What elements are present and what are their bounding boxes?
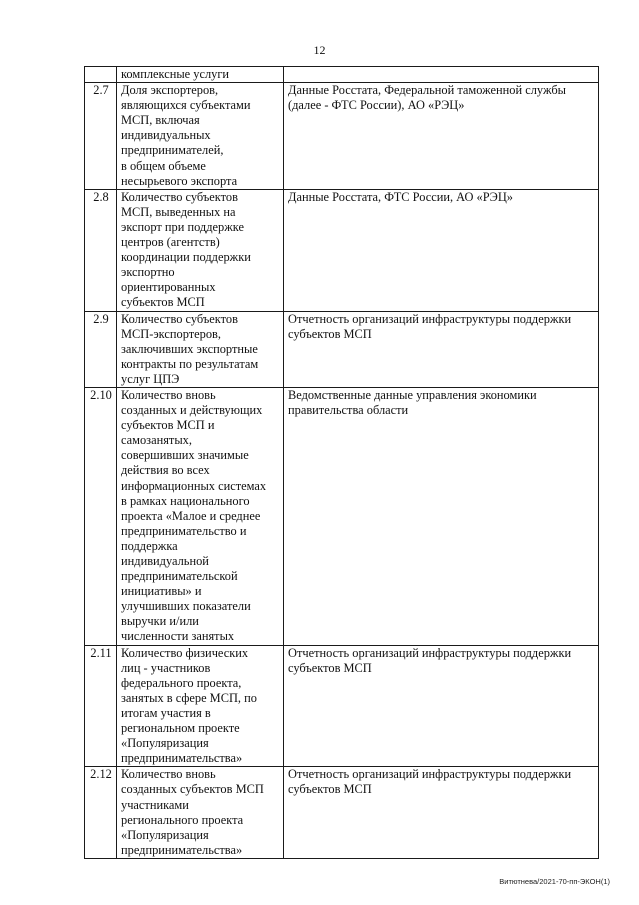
table-body — [85, 67, 599, 859]
indicator-name-line: Количество субъектов — [121, 311, 238, 326]
table-row — [85, 83, 599, 190]
indicator-name-cell — [117, 387, 284, 645]
indicator-name-line: МСП, включая — [121, 113, 200, 128]
indicator-name-line: ориентированных — [121, 280, 216, 295]
indicator-name-line: экспортно — [121, 265, 175, 280]
indicator-name-line: Количество вновь — [121, 387, 216, 402]
indicator-name-line: региональном проекте — [121, 721, 240, 736]
indicator-name-line: предпринимательства» — [121, 751, 243, 766]
indicator-name-line: экспорт при поддержке — [121, 219, 244, 234]
indicator-name-cell — [117, 67, 284, 83]
indicator-name-line: субъектов МСП и — [121, 418, 215, 433]
indicator-name-line: несырьевого экспорта — [121, 173, 238, 188]
indicator-name-line: индивидуальной — [121, 554, 209, 568]
data-source-line — [288, 67, 595, 82]
document-footer-code: Витютнева/2021-70-пп-ЭКОН(1) — [499, 877, 610, 886]
data-source-line: Отчетность организаций инфраструктуры поддержки — [288, 645, 572, 660]
row-number: 2.10 — [85, 387, 117, 645]
indicator-name-cell — [117, 83, 284, 190]
data-source-line: субъектов МСП — [288, 782, 372, 797]
indicator-name-line: инициативы» и — [121, 584, 202, 599]
indicator-name-line: итогам участия в — [121, 705, 211, 720]
data-source-line: субъектов МСП — [288, 660, 372, 675]
table-row — [85, 387, 599, 645]
indicator-name-line: субъектов МСП — [121, 295, 205, 310]
indicator-name-line: предпринимателей, — [121, 143, 224, 158]
indicator-name-line: являющихся субъектами — [121, 98, 251, 113]
indicator-name-line: Доля экспортеров, — [121, 83, 219, 98]
indicator-name-line: предпринимательство и — [121, 523, 247, 538]
table-row — [85, 767, 599, 859]
indicator-name-line: в общем объеме — [121, 158, 206, 173]
indicator-name-line: самозанятых, — [121, 433, 192, 448]
indicator-name-line: созданных и действующих — [121, 403, 263, 418]
indicator-name-line: услуг ЦПЭ — [121, 371, 180, 386]
data-source-line: Ведомственные данные управления экономики — [288, 387, 537, 402]
indicators-table — [84, 66, 599, 859]
page-number: 12 — [313, 43, 326, 57]
indicator-name-line: поддержка — [121, 538, 178, 553]
data-source-line: Отчетность организаций инфраструктуры поддержки — [288, 311, 572, 326]
indicator-name-line: заключивших экспортные — [121, 341, 258, 356]
indicator-name-line: индивидуальных — [121, 128, 211, 143]
row-number — [85, 67, 117, 83]
data-source-line: Данные Росстата, Федеральной таможенной службы — [288, 83, 566, 98]
indicator-name-line: МСП, выведенных на — [121, 204, 236, 219]
indicator-name-line: МСП-экспортеров, — [121, 326, 221, 341]
data-source-cell — [284, 83, 599, 190]
indicator-name-line: занятых в сфере МСП, по — [121, 690, 257, 705]
indicator-name-line: Количество физических — [121, 645, 249, 660]
indicator-name-line: выручки и/или — [121, 614, 199, 629]
row-number: 2.11 — [85, 645, 117, 767]
indicator-name-line: Количество субъектов — [121, 189, 238, 204]
data-source-line: субъектов МСП — [288, 326, 372, 341]
indicator-name-cell — [117, 645, 284, 767]
indicator-name-line: лиц - участников — [121, 660, 211, 675]
indicator-name-cell — [117, 189, 284, 311]
data-source-line: Данные Росстата, ФТС России, АО «РЭЦ» — [288, 189, 513, 204]
indicator-name-line: регионального проекта — [121, 812, 244, 827]
data-source-line: Отчетность организаций инфраструктуры поддержки — [288, 767, 572, 782]
data-source-cell — [284, 67, 599, 83]
indicator-name-line: информационных системах — [121, 478, 267, 493]
indicator-name-line: совершивших значимые — [121, 448, 249, 463]
table-row — [85, 311, 599, 387]
row-number: 2.8 — [85, 189, 117, 311]
table-row — [85, 189, 599, 311]
indicator-name-line: в рамках национального — [121, 493, 250, 508]
indicator-name-cell — [117, 311, 284, 387]
data-source-line: правительства области — [288, 403, 409, 418]
data-source-cell — [284, 645, 599, 767]
row-number: 2.12 — [85, 767, 117, 859]
table-row — [85, 645, 599, 767]
indicator-name-line: контракты по результатам — [121, 356, 259, 371]
indicator-name-line: предпринимательства» — [121, 842, 243, 857]
indicator-name-line: центров (агентств) — [121, 235, 220, 250]
data-source-cell — [284, 767, 599, 859]
row-number: 2.7 — [85, 83, 117, 190]
indicator-name-line: проекта «Малое и среднее — [121, 508, 261, 523]
indicator-name-line: действия во всех — [121, 463, 210, 478]
table-row — [85, 67, 599, 83]
data-source-cell — [284, 189, 599, 311]
indicator-name-line: участниками — [121, 797, 189, 812]
data-source-cell — [284, 387, 599, 645]
indicator-name-line: «Популяризация — [121, 827, 209, 842]
indicator-name-cell — [117, 767, 284, 859]
data-source-cell — [284, 311, 599, 387]
indicator-name-line: предпринимательской — [121, 569, 238, 584]
indicator-name-line: созданных субъектов МСП — [121, 782, 264, 797]
indicator-name-line: Количество вновь — [121, 767, 216, 782]
row-number: 2.9 — [85, 311, 117, 387]
indicator-name-line: численности занятых — [121, 629, 235, 644]
indicator-name-line: федерального проекта, — [121, 675, 242, 690]
indicator-name-line: комплексные услуги — [121, 67, 230, 81]
indicator-name-line: улучшивших показатели — [121, 599, 251, 614]
indicator-name-line: координации поддержки — [121, 250, 251, 265]
data-source-line: (далее - ФТС России), АО «РЭЦ» — [288, 98, 465, 113]
indicator-name-line: «Популяризация — [121, 736, 209, 751]
